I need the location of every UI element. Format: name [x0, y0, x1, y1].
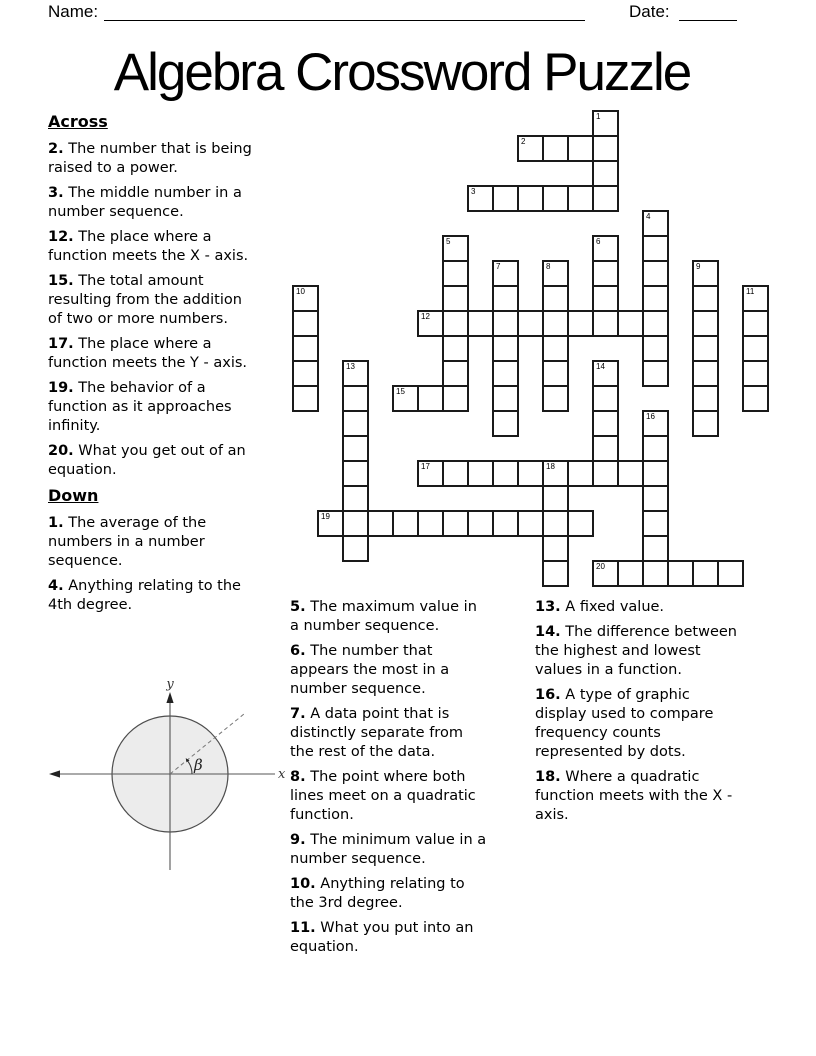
grid-cell[interactable] — [642, 510, 669, 537]
cell-number: 14 — [596, 362, 605, 371]
date-fill-in-line[interactable] — [679, 19, 737, 21]
grid-cell[interactable] — [442, 260, 469, 287]
cell-number: 8 — [546, 262, 551, 271]
grid-cell[interactable] — [642, 485, 669, 512]
grid-cell[interactable] — [367, 510, 394, 537]
grid-cell[interactable] — [292, 385, 319, 412]
grid-cell[interactable] — [542, 310, 569, 337]
grid-cell[interactable] — [692, 310, 719, 337]
grid-cell[interactable] — [717, 560, 744, 587]
grid-cell[interactable] — [442, 385, 469, 412]
clue-1: 1. The average of the numbers in a number sequence. — [48, 515, 207, 569]
grid-cell[interactable] — [692, 285, 719, 312]
clue-17: 17. The place where a function meets the Y - axis. — [48, 336, 248, 371]
clue-5: 5. The maximum value in a number sequence. — [290, 599, 477, 634]
crossword-grid — [292, 110, 769, 587]
grid-cell[interactable] — [642, 235, 669, 262]
grid-cell[interactable] — [342, 485, 369, 512]
grid-cell[interactable] — [292, 285, 319, 312]
grid-cell[interactable] — [342, 360, 369, 387]
grid-cell[interactable] — [692, 360, 719, 387]
clue-9: 9. The minimum value in a number sequence. — [290, 832, 487, 867]
x-axis-label: x — [278, 767, 286, 782]
clue-11: 11. What you put into an equation. — [290, 920, 474, 955]
down-clue-list-right — [535, 598, 741, 825]
grid-cell[interactable] — [542, 485, 569, 512]
clue-number: 9. — [290, 832, 306, 848]
down-clue-list-left — [48, 514, 256, 615]
down-heading: Down — [48, 486, 99, 505]
grid-cell[interactable] — [667, 560, 694, 587]
grid-cell[interactable] — [442, 310, 469, 337]
grid-cell[interactable] — [642, 460, 669, 487]
grid-cell[interactable] — [392, 385, 419, 412]
grid-cell[interactable] — [417, 460, 444, 487]
grid-cell[interactable] — [342, 460, 369, 487]
grid-cell[interactable] — [542, 135, 569, 162]
grid-cell[interactable] — [442, 460, 469, 487]
grid-cell[interactable] — [542, 360, 569, 387]
across-clue-list — [48, 140, 256, 480]
grid-cell[interactable] — [542, 460, 569, 487]
grid-cell[interactable] — [567, 135, 594, 162]
grid-cell[interactable] — [442, 335, 469, 362]
grid-cell[interactable] — [642, 535, 669, 562]
grid-cell[interactable] — [442, 235, 469, 262]
grid-cell[interactable] — [442, 360, 469, 387]
y-axis-label: y — [166, 677, 174, 692]
grid-cell[interactable] — [592, 160, 619, 187]
y-axis-arrowhead — [166, 692, 173, 703]
clue-number: 18. — [535, 769, 561, 785]
clue-column-right — [535, 598, 741, 831]
grid-cell[interactable] — [642, 335, 669, 362]
grid-cell[interactable] — [592, 385, 619, 412]
grid-cell[interactable] — [342, 410, 369, 437]
grid-cell[interactable] — [492, 410, 519, 437]
clue-number: 5. — [290, 599, 306, 615]
grid-cell[interactable] — [592, 135, 619, 162]
grid-cell[interactable] — [542, 335, 569, 362]
grid-cell[interactable] — [692, 385, 719, 412]
name-label: Name: — [48, 2, 99, 21]
grid-cell[interactable] — [642, 560, 669, 587]
cell-number: 2 — [521, 137, 526, 146]
grid-cell[interactable] — [542, 510, 569, 537]
cell-number: 11 — [746, 287, 755, 296]
clue-number: 7. — [290, 706, 306, 722]
clue-10: 10. Anything relating to the 3rd degree. — [290, 876, 465, 911]
grid-cell[interactable] — [392, 510, 419, 537]
beta-angle-label: β — [194, 756, 203, 774]
grid-cell[interactable] — [592, 435, 619, 462]
cell-number: 6 — [596, 237, 601, 246]
clue-number: 6. — [290, 643, 306, 659]
cell-number: 20 — [596, 562, 605, 571]
grid-cell[interactable] — [742, 335, 769, 362]
grid-cell[interactable] — [517, 460, 544, 487]
clue-number: 8. — [290, 769, 306, 785]
clue-number: 15. — [48, 273, 74, 289]
grid-cell[interactable] — [542, 560, 569, 587]
grid-cell[interactable] — [642, 435, 669, 462]
clue-number: 4. — [48, 578, 64, 594]
grid-cell[interactable] — [642, 210, 669, 237]
grid-cell[interactable] — [467, 310, 494, 337]
clue-19: 19. The behavior of a function as it approaches infinity. — [48, 380, 232, 434]
grid-cell[interactable] — [417, 385, 444, 412]
circle-angle-diagram — [40, 672, 292, 884]
grid-cell[interactable] — [592, 460, 619, 487]
grid-cell[interactable] — [742, 360, 769, 387]
cell-number: 4 — [646, 212, 651, 221]
grid-cell[interactable] — [567, 460, 594, 487]
grid-cell[interactable] — [492, 385, 519, 412]
grid-cell[interactable] — [617, 310, 644, 337]
clue-column-left — [48, 112, 256, 621]
cell-number: 13 — [346, 362, 355, 371]
grid-cell[interactable] — [642, 360, 669, 387]
across-heading: Across — [48, 112, 108, 131]
clue-15: 15. The total amount resulting from the addition of two or more numbers. — [48, 273, 242, 327]
grid-cell[interactable] — [567, 185, 594, 212]
cell-number: 10 — [296, 287, 305, 296]
clue-number: 20. — [48, 443, 74, 459]
cell-number: 15 — [396, 387, 405, 396]
grid-cell[interactable] — [342, 535, 369, 562]
cell-number: 12 — [421, 312, 430, 321]
clue-number: 14. — [535, 624, 561, 640]
grid-cell[interactable] — [592, 110, 619, 137]
grid-cell[interactable] — [542, 285, 569, 312]
clue-number: 17. — [48, 336, 74, 352]
clue-number: 12. — [48, 229, 74, 245]
grid-cell[interactable] — [342, 385, 369, 412]
x-axis-arrowhead — [49, 770, 60, 777]
clue-number: 19. — [48, 380, 74, 396]
grid-cell[interactable] — [292, 360, 319, 387]
cell-number: 19 — [321, 512, 330, 521]
grid-cell[interactable] — [592, 260, 619, 287]
grid-cell[interactable] — [617, 460, 644, 487]
grid-cell[interactable] — [542, 385, 569, 412]
grid-cell[interactable] — [742, 385, 769, 412]
grid-cell[interactable] — [417, 510, 444, 537]
grid-cell[interactable] — [642, 285, 669, 312]
grid-cell[interactable] — [517, 310, 544, 337]
grid-cell[interactable] — [492, 185, 519, 212]
clue-number: 1. — [48, 515, 64, 531]
clue-20: 20. What you get out of an equation. — [48, 443, 246, 478]
cell-number: 3 — [471, 187, 476, 196]
grid-cell[interactable] — [592, 310, 619, 337]
grid-cell[interactable] — [492, 285, 519, 312]
cell-number: 5 — [446, 237, 451, 246]
clue-3: 3. The middle number in a number sequence. — [48, 185, 242, 220]
grid-cell[interactable] — [442, 510, 469, 537]
grid-cell[interactable] — [317, 510, 344, 537]
grid-cell[interactable] — [692, 260, 719, 287]
clue-column-middle — [290, 598, 488, 963]
clue-number: 2. — [48, 141, 64, 157]
grid-cell[interactable] — [592, 285, 619, 312]
grid-cell[interactable] — [692, 560, 719, 587]
clue-number: 11. — [290, 920, 316, 936]
clue-number: 3. — [48, 185, 64, 201]
grid-cell[interactable] — [492, 260, 519, 287]
grid-cell[interactable] — [617, 560, 644, 587]
grid-cell[interactable] — [492, 510, 519, 537]
cell-number: 9 — [696, 262, 701, 271]
grid-cell[interactable] — [742, 285, 769, 312]
clue-number: 13. — [535, 599, 561, 615]
clue-12: 12. The place where a function meets the X - axis. — [48, 229, 249, 264]
cell-number: 1 — [596, 112, 601, 121]
grid-cell[interactable] — [567, 310, 594, 337]
clue-number: 10. — [290, 876, 316, 892]
grid-cell[interactable] — [467, 185, 494, 212]
clue-8: 8. The point where both lines meet on a quadratic function. — [290, 769, 476, 823]
grid-cell[interactable] — [342, 510, 369, 537]
grid-cell[interactable] — [292, 310, 319, 337]
grid-cell[interactable] — [592, 360, 619, 387]
grid-cell[interactable] — [492, 460, 519, 487]
grid-cell[interactable] — [417, 310, 444, 337]
cell-number: 18 — [546, 462, 555, 471]
grid-cell[interactable] — [592, 185, 619, 212]
grid-cell[interactable] — [492, 335, 519, 362]
grid-cell[interactable] — [467, 510, 494, 537]
grid-cell[interactable] — [692, 335, 719, 362]
grid-cell[interactable] — [592, 410, 619, 437]
grid-cell[interactable] — [567, 510, 594, 537]
grid-cell[interactable] — [492, 310, 519, 337]
name-fill-in-line[interactable] — [104, 19, 585, 21]
grid-cell[interactable] — [517, 510, 544, 537]
clue-4: 4. Anything relating to the 4th degree. — [48, 578, 241, 613]
clue-7: 7. A data point that is distinctly separate from the rest of the data. — [290, 706, 463, 760]
grid-cell[interactable] — [642, 310, 669, 337]
grid-cell[interactable] — [517, 185, 544, 212]
cell-number: 7 — [496, 262, 501, 271]
clue-18: 18. Where a quadratic function meets with the X - axis. — [535, 769, 733, 823]
grid-cell[interactable] — [542, 260, 569, 287]
grid-cell[interactable] — [642, 410, 669, 437]
grid-cell[interactable] — [492, 360, 519, 387]
grid-cell[interactable] — [642, 260, 669, 287]
grid-cell[interactable] — [592, 560, 619, 587]
clue-16: 16. A type of graphic display used to compare frequency counts represented by dots. — [535, 687, 714, 760]
down-clue-list-middle — [290, 598, 488, 957]
clue-number: 16. — [535, 687, 561, 703]
cell-number: 17 — [421, 462, 430, 471]
grid-cell[interactable] — [542, 185, 569, 212]
grid-cell[interactable] — [692, 410, 719, 437]
grid-cell[interactable] — [542, 535, 569, 562]
clue-14: 14. The difference between the highest and lowest values in a function. — [535, 624, 737, 678]
grid-cell[interactable] — [467, 460, 494, 487]
grid-cell[interactable] — [592, 235, 619, 262]
grid-cell[interactable] — [517, 135, 544, 162]
grid-cell[interactable] — [342, 435, 369, 462]
page-title: Algebra Crossword Puzzle — [113, 43, 691, 102]
clue-2: 2. The number that is being raised to a power. — [48, 141, 252, 176]
date-label: Date: — [629, 2, 670, 21]
grid-cell[interactable] — [292, 335, 319, 362]
clue-13: 13. A fixed value. — [535, 599, 665, 615]
grid-cell[interactable] — [442, 285, 469, 312]
cell-number: 16 — [646, 412, 655, 421]
clue-6: 6. The number that appears the most in a number sequence. — [290, 643, 450, 697]
grid-cell[interactable] — [742, 310, 769, 337]
